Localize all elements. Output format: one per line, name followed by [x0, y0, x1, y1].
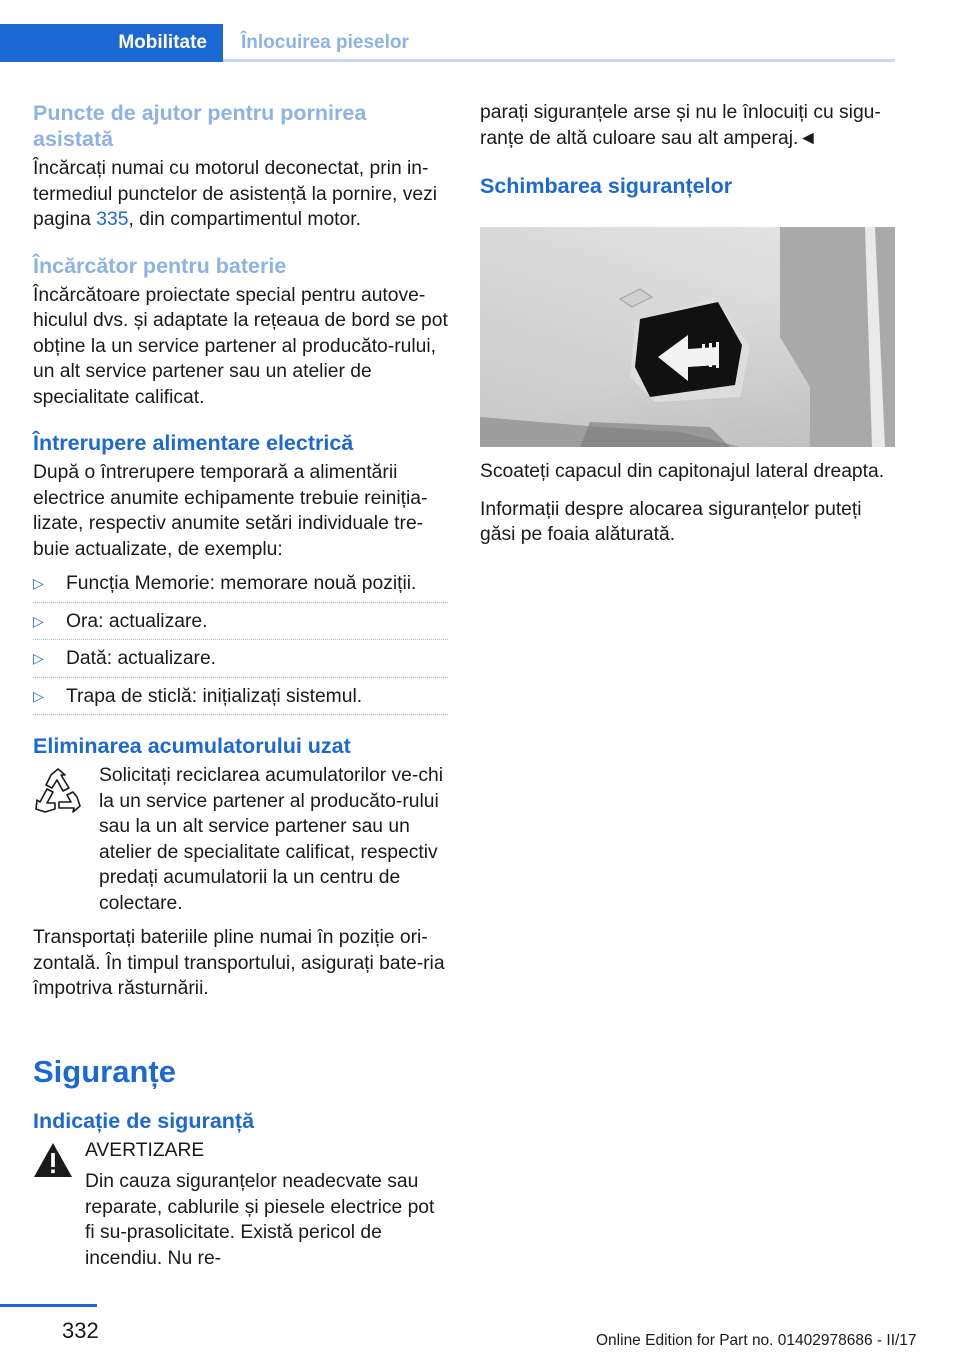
paragraph-intrerupere: După o întrerupere temporară a alimentării electrice anumite echipamente trebuie reiniția-lizate, respectiv anumite setări individuale tre-buie actualizate, de exemplu: [33, 462, 428, 560]
triangle-bullet-icon: ▷ [33, 612, 44, 629]
list-item [33, 646, 448, 678]
paragraph-eliminare: Solicitați reciclarea acumulatorilor ve-chi la un service partener al producăto-rului sau la un alt service partener sau un atelier de specialitate calificat, respectiv predați acumulatorii la un centru de colectare. [99, 765, 443, 914]
page-number: 332 [62, 1318, 99, 1343]
warning-box [33, 1138, 448, 1272]
triangle-bullet-icon: ▷ [33, 650, 44, 666]
right-column-lower [480, 459, 895, 557]
section-title-pornire-asistata: Puncte de ajutor pentru pornirea asistată [33, 101, 367, 151]
recycle-note [33, 763, 448, 916]
list-item [33, 609, 448, 641]
fuse-cover-photo [480, 227, 895, 447]
photo-caption: Scoateți capacul din capitonajul lateral dreapta. [480, 461, 885, 482]
left-column [33, 100, 448, 1280]
section-title-schimbarea: Schimbarea siguranțelor [480, 174, 733, 198]
chapter-title-sigurante: Siguranțe [33, 1053, 176, 1089]
warning-label: AVERTIZARE [85, 1139, 205, 1161]
reset-list [33, 571, 448, 715]
list-item-text: Ora: actualizare. [66, 610, 208, 632]
list-item-text: Funcția Memorie: memorare nouă poziții. [66, 573, 417, 594]
text-pornire-a: Încărcați numai cu motorul deconectat, prin in-termediul punctelor de asistență la pornire, vezi pagina [33, 158, 438, 230]
tab-mobilitate[interactable]: Mobilitate [0, 24, 223, 62]
recycle-icon [33, 767, 83, 817]
paragraph-transport: Transportați bateriile pline numai în poziție ori-zontală. În timpul transportului, asigurați bate-ria împotriva răsturnării. [33, 927, 445, 999]
warning-text: Din cauza siguranțelor neadecvate sau reparate, cablurile și piesele electrice pot fi su-prasolicitate. Există pericol de incendiu. Nu re- [85, 1171, 435, 1269]
triangle-bullet-icon: ▷ [33, 687, 44, 704]
header-rule [223, 59, 895, 62]
right-column [480, 100, 895, 203]
list-item [33, 571, 448, 603]
section-title-indicatie: Indicație de siguranță [33, 1108, 255, 1133]
paragraph-warning-continued: parați siguranțele arse și nu le înlocuiți cu sigu-ranțe de altă culoare sau alt amperaj.◄ [480, 102, 881, 149]
paragraph-incarcator: Încărcătoare proiectate special pentru autove-hiculul dvs. și adaptate la rețeaua de bord se pot obține la un service partener al producăto-rului, un alt service partener sau un atelier de specialitate calificat. [33, 284, 448, 408]
section-title-eliminare: Eliminarea acumulatorului uzat [33, 734, 351, 758]
section-title-intrerupere: Întrerupere alimentare electrică [33, 431, 354, 455]
paragraph-info: Informații despre alocarea siguranțelor puteți găsi pe foaia alăturată. [480, 498, 862, 545]
trunk-panel-illustration [480, 227, 895, 447]
tab-inlocuirea-pieselor[interactable]: Înlocuirea pieselor [241, 32, 409, 53]
triangle-bullet-icon: ▷ [33, 575, 44, 591]
text-pornire-b: , din compartimentul motor. [128, 209, 361, 230]
edition-text: Online Edition for Part no. 01402978686 - II/17 [596, 1332, 917, 1349]
page-link-335[interactable]: 335 [96, 209, 129, 230]
footer-rule [0, 1304, 97, 1307]
warning-triangle-icon [33, 1142, 73, 1178]
paragraph-pornire [33, 156, 448, 233]
list-item-text: Dată: actualizare. [66, 648, 217, 669]
list-item [33, 684, 448, 716]
header-tabs [0, 24, 895, 62]
section-title-incarcator: Încărcător pentru baterie [33, 253, 287, 278]
list-item-text: Trapa de sticlă: inițializați sistemul. [66, 685, 363, 707]
